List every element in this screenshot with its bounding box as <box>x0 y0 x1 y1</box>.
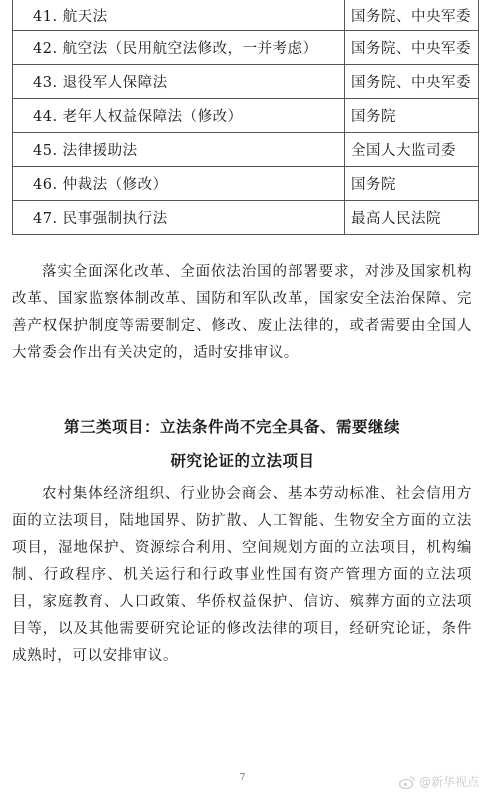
watermark-text: @新华视点 <box>418 775 479 789</box>
table-row <box>13 65 479 99</box>
table-row <box>13 167 479 201</box>
responsible-org-cell: 全国人大监司委 <box>345 133 479 167</box>
table-row <box>13 99 479 133</box>
legislation-table <box>12 0 479 235</box>
responsible-org-cell: 国务院、中央军委 <box>345 0 479 31</box>
weibo-logo-icon <box>399 775 415 789</box>
paragraph-category3-items: 农村集体经济组织、行业协会商会、基本劳动标准、社会信用方面的立法项目，陆地国界、防扩散、人工智能、生物安全方面的立法项目，湿地保护、资源综合利用、空间规划方面的立法项目，机构编制、行政程序、机关运行和行政事业性国有资产管理方面的立法项目，家庭教育、人口政策、华侨权益保护、信访、殡葬方面的立法项目等，以及其他需要研究论证的修改法律的项目，经研究论证，条件成熟时，可以安排审议。 <box>12 486 472 664</box>
responsible-org-cell: 国务院 <box>345 167 479 201</box>
responsible-org-cell: 最高人民法院 <box>345 201 479 235</box>
responsible-org-cell: 国务院、中央军委 <box>345 65 479 99</box>
responsible-org-cell: 国务院 <box>345 99 479 133</box>
law-name-cell: 46. 仲裁法（修改） <box>13 167 345 201</box>
table-row <box>13 133 479 167</box>
paragraph-category2-summary: 落实全面深化改革、全面依法治国的部署要求，对涉及国家机构改革、国家监察体制改革、国防和军队改革，国家安全法治保障、完善产权保护制度等需要制定、修改、废止法律的，或者需要由全国人大常委会作出有关决定的，适时安排审议。 <box>12 264 472 361</box>
responsible-org-cell: 国务院、中央军委 <box>345 31 479 65</box>
section-heading-line2: 研究论证的立法项目 <box>170 452 315 470</box>
section-heading-line1: 第三类项目：立法条件尚不完全具备、需要继续 <box>64 418 401 436</box>
table-row <box>13 201 479 235</box>
table-row <box>13 0 479 31</box>
law-name-cell: 42. 航空法（民用航空法修改，一并考虑） <box>13 31 345 65</box>
law-name-cell: 47. 民事强制执行法 <box>13 201 345 235</box>
table-row <box>13 31 479 65</box>
law-name-cell: 45. 法律援助法 <box>13 133 345 167</box>
law-name-cell: 43. 退役军人保障法 <box>13 65 345 99</box>
watermark <box>399 773 479 790</box>
law-name-cell: 44. 老年人权益保障法（修改） <box>13 99 345 133</box>
law-name-cell: 41. 航天法 <box>13 0 345 31</box>
page-number: 7 <box>239 773 246 783</box>
